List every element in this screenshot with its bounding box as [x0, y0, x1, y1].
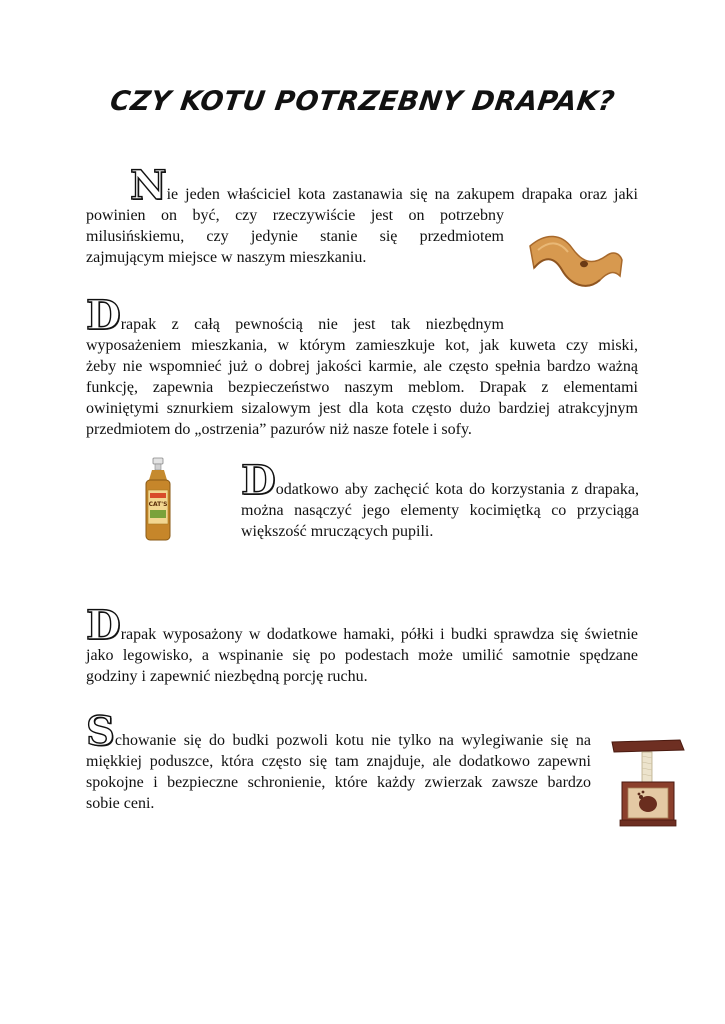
paragraph-line: [86, 292, 504, 339]
line-text: rapak wyposażony w dodatkowe hamaki, półki i budki sprawdza się świetnie: [120, 626, 638, 643]
paragraph-catnip: [241, 457, 639, 542]
bottle-label: CAT'S: [148, 501, 168, 508]
paragraph-line: milusińskiemu, czy jedynie stanie się przedmiotem: [86, 228, 504, 245]
paragraph-line: powinien on być, czy rzeczywiście jest on potrzebny: [86, 207, 504, 224]
paragraph-line: sobie ceni.: [86, 795, 155, 812]
drop-cap: D: [86, 602, 121, 649]
paragraph-line: wyposażeniem mieszkania, w którym zamieszkuje kot, jak kuweta czy miski,: [86, 337, 638, 354]
cat-tower-image: [610, 732, 686, 828]
paragraph-necessity: [86, 292, 638, 440]
drop-cap: S: [86, 708, 115, 755]
paragraph-hideout: [86, 708, 591, 814]
paragraph-line: można nasączyć jego elementy kocimiętką co przyciąga: [241, 502, 639, 519]
paragraph-line: godziny i zapewnić niezbędną porcję ruchu.: [86, 668, 368, 685]
paragraph-line: większość mruczących pupili.: [241, 523, 434, 540]
paragraph-line: [241, 457, 639, 504]
line-text: odatkowo aby zachęcić kota do korzystania z drapaka,: [275, 481, 639, 498]
paragraph-line: przedmiotem do „ostrzenia” pazurów niż nasze fotele i sofy.: [86, 421, 472, 438]
paragraph-line: [86, 602, 638, 649]
drop-cap: D: [86, 292, 121, 339]
line-text: ie jeden właściciel kota zastanawia się na zakupem drapaka oraz jaki: [166, 186, 638, 203]
paragraph-line: miękkiej poduszce, która często się tam znajduje, ale dodatkowo zapewni: [86, 753, 591, 770]
line-text: rapak z całą pewnością nie jest tak niezbędnym: [120, 316, 504, 333]
paragraph-hammocks: [86, 602, 638, 687]
paragraph-line: funkcję, zapewnia bezpieczeństwo naszym meblom. Drapak z elementami: [86, 379, 638, 396]
catnip-spray-bottle-image: [140, 456, 176, 542]
paragraph-line: [86, 708, 591, 755]
cardboard-scratcher-image: [526, 226, 626, 296]
line-text: chowanie się do budki pozwoli kotu nie tylko na wylegiwanie się na: [114, 732, 591, 749]
paragraph-line: zajmującym miejsce w naszym mieszkaniu.: [86, 249, 367, 266]
page-title: CZY KOTU POTRZEBNY DRAPAK?: [108, 86, 617, 117]
paragraph-line: żeby nie wspomnieć już o dobrej jakości karmie, ale często spełnia bardzo ważną: [86, 358, 638, 375]
drop-cap: N: [130, 162, 167, 209]
paragraph-line: spokojne i bezpieczne schronienie, które każdy zwierzak zawsze bardzo: [86, 774, 591, 791]
drop-cap: D: [241, 457, 276, 504]
paragraph-line: [86, 162, 638, 209]
paragraph-line: jako legowisko, a wspinanie się po podestach może umilić samotnie spędzane: [86, 647, 638, 664]
paragraph-line: owiniętymi sznurkiem sizalowym jest dla kota często dużo bardziej atrakcyjnym: [86, 400, 638, 417]
